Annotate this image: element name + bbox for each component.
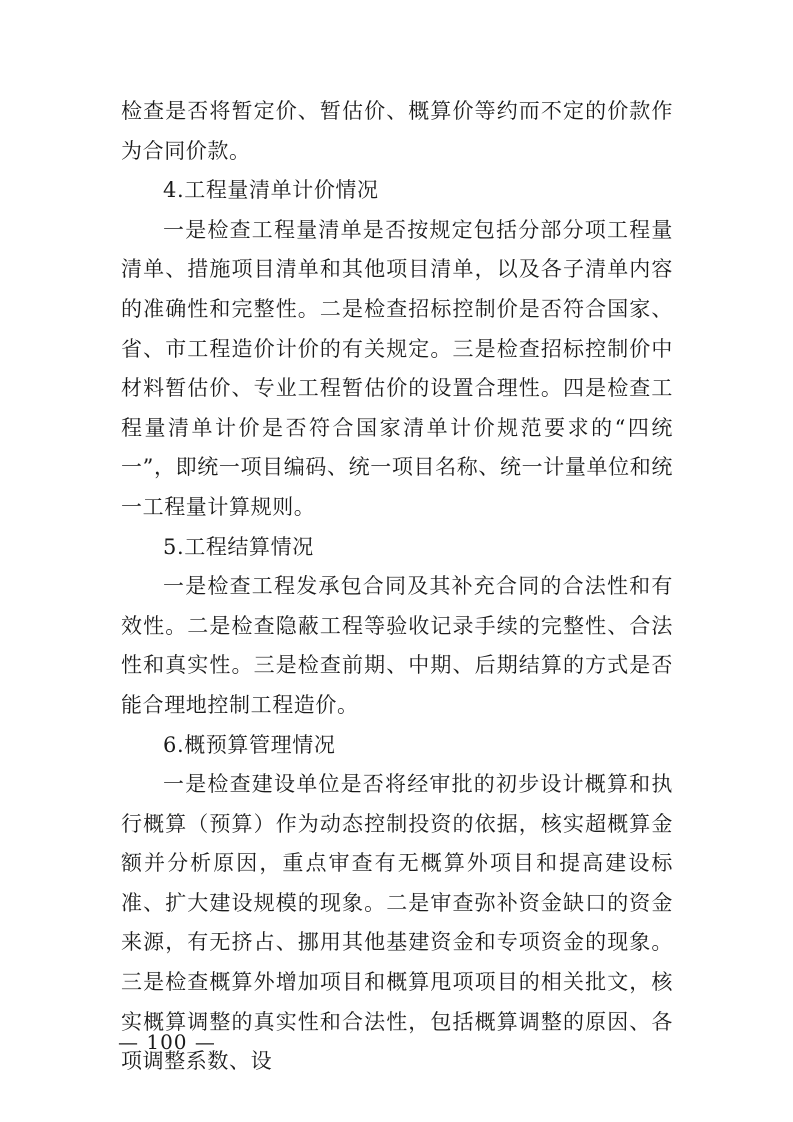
page-body [121,92,673,1082]
section-heading-bill-of-quantities: 4.工程量清单计价情况 [163,178,379,203]
page-number: — 100 — [118,1030,216,1054]
section-heading-settlement: 5.工程结算情况 [163,534,314,559]
paragraph-budget-management: 一是检查建设单位是否将经审批的初步设计概算和执行概算（预算）作为动态控制投资的依据，核实超概算金额并分析原因，重点审查有无概算外项目和提高建设标准、扩大建设规模的现象。二是审查弥补资金缺口的资金来源，有无挤占、挪用其他基建资金和专项资金的现象。三是检查概算外增加项目和概算甩项项目的相关批文，核实概算调整的真实性和合法性，包括概算调整的原因、各项调整系数、设 [121,772,673,1074]
section-heading-budget-management: 6.概预算管理情况 [163,732,336,757]
paragraph-contract-price: 检查是否将暂定价、暂估价、概算价等约而不定的价款作为合同价款。 [121,99,673,163]
paragraph-bill-of-quantities: 一是检查工程量清单是否按规定包括分部分项工程量清单、措施项目清单和其他项目清单，以及各子清单内容的准确性和完整性。二是检查招标控制价是否符合国家、省、市工程造价计价的有关规定。三是检查招标控制价中材料暂估价、专业工程暂估价的设置合理性。四是检查工程量清单计价是否符合国家清单计价规范要求的“四统一”，即统一项目编码、统一项目名称、统一计量单位和统一工程量计算规则。 [121,217,673,519]
paragraph-settlement: 一是检查工程发承包合同及其补充合同的合法性和有效性。二是检查隐蔽工程等验收记录手续的完整性、合法性和真实性。三是检查前期、中期、后期结算的方式是否能合理地控制工程造价。 [121,574,673,717]
